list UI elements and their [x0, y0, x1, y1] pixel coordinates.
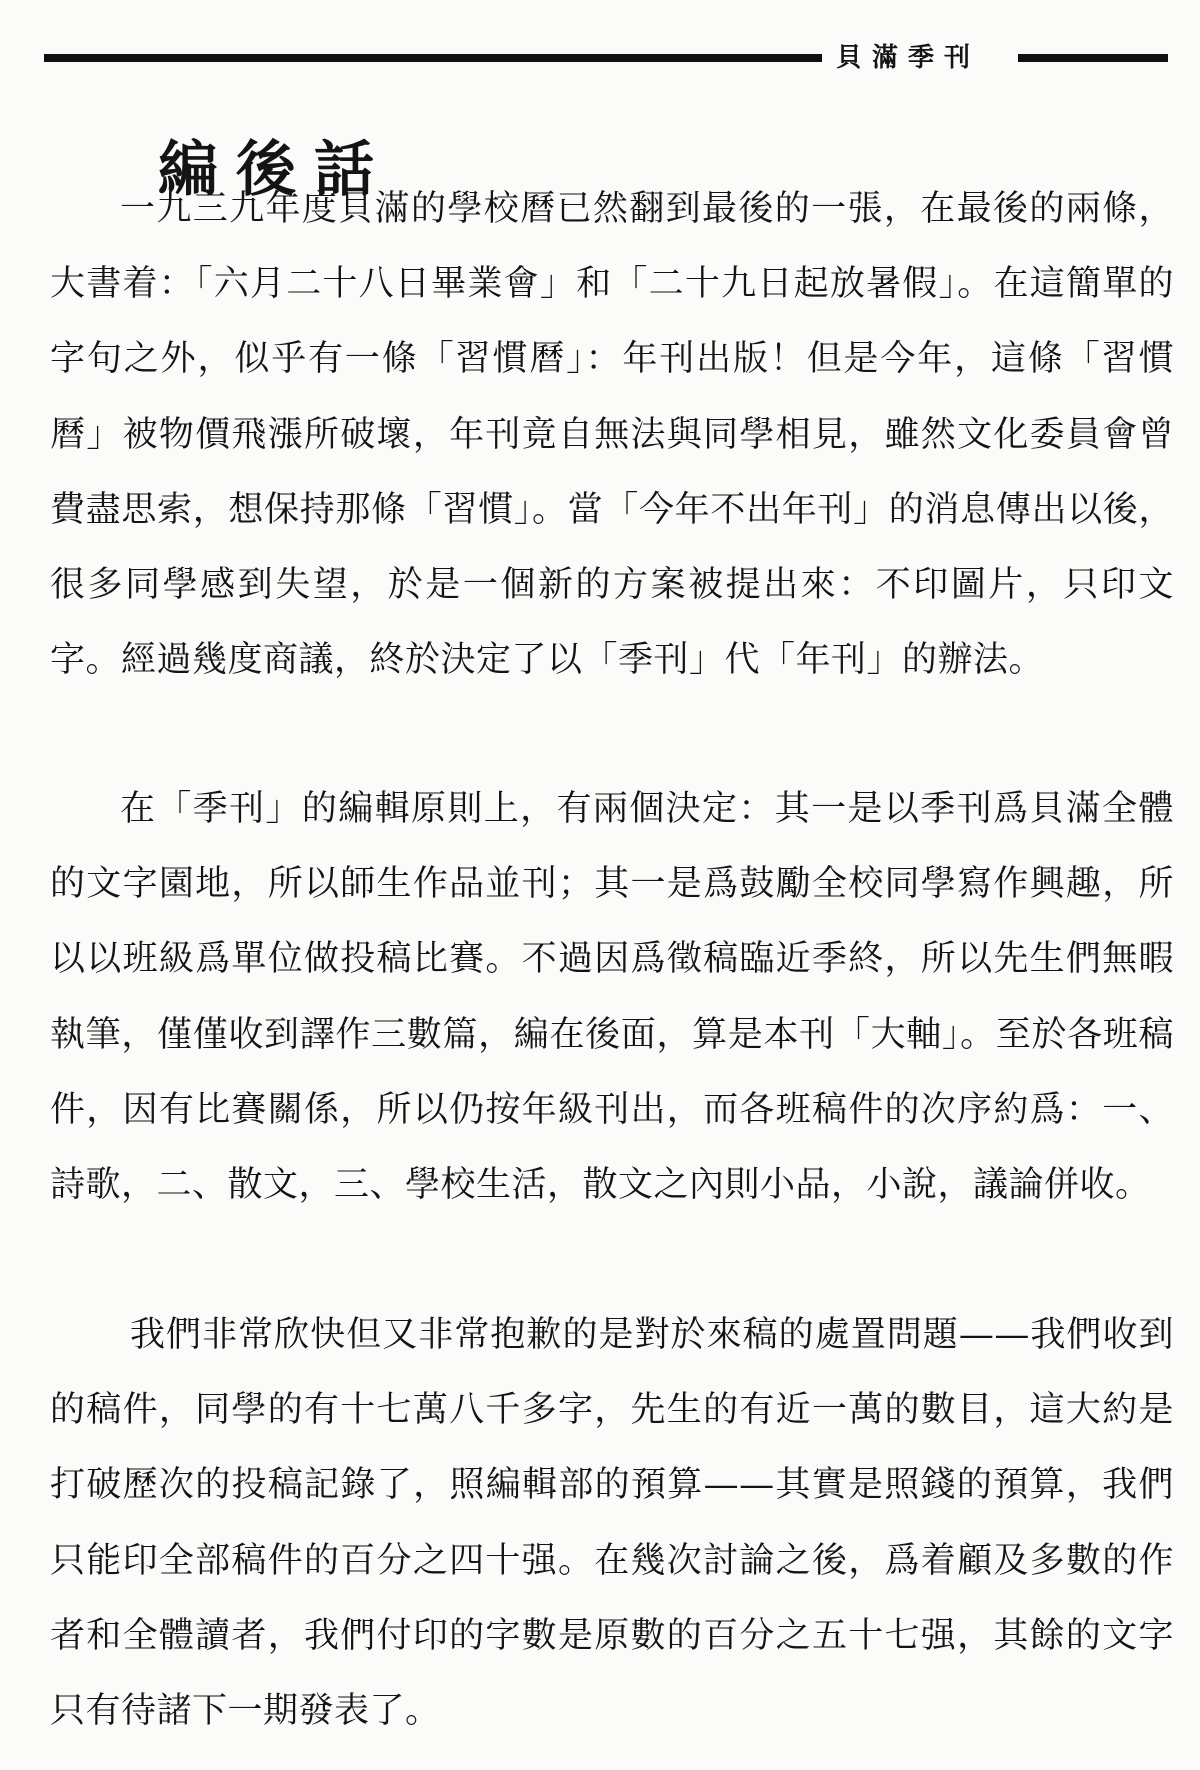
paragraph: 我們非常欣快但又非常抱歉的是對於來稿的處置問題——我們收到的稿件，同學的有十七萬八千多字，先生的有近一萬的數目，這大約是打破歷次的投稿記錄了，照編輯部的預算——其實是照錢的預算，我們只能印全部稿件的百分之四十强。在幾次討論之後，爲着顧及多數的作者和全體讀者，我們付印的字數是原數的百分之五十七强，其餘的文字只有待諸下一期發表了。 — [50, 1315, 1174, 1732]
paragraph: 一九三九年度貝滿的學校曆已然翻到最後的一張，在最後的兩條，大書着：「六月二十八日畢業會」和「二十九日起放暑假」。在這簡單的字句之外，似乎有一條「習慣曆」：年刊出版！但是今年，這條「習慣曆」被物價飛漲所破壞，年刊竟自無法與同學相見，雖然文化委員會曾費盡思索，想保持那條「習慣」。當「今年不出年刊」的消息傳出以後，很多同學感到失望，於是一個新的方案被提出來：不印圖片，只印文字。經過幾度商議，終於決定了以「季刊」代「年刊」的辦法。 — [50, 189, 1174, 681]
paragraph: 在「季刊」的編輯原則上，有兩個決定：其一是以季刊爲貝滿全體的文字園地，所以師生作品並刊；其一是爲鼓勵全校同學寫作興趣，所以以班級爲單位做投稿比賽。不過因爲徵稿臨近季終，所以先生們無暇執筆，僅僅收到譯作三數篇，編在後面，算是本刊「大軸」。至於各班稿件，因有比賽關係，所以仍按年級刊出，而各班稿件的次序約爲：一、詩歌，二、散文，三、學校生活，散文之內則小品，小說，議論併收。 — [50, 789, 1174, 1206]
running-header — [44, 40, 1168, 80]
article-title: 編後話 — [158, 135, 392, 206]
journal-title: 貝滿季刊 — [836, 43, 981, 73]
header-rule-left — [44, 54, 822, 62]
header-rule-right — [1018, 54, 1168, 62]
